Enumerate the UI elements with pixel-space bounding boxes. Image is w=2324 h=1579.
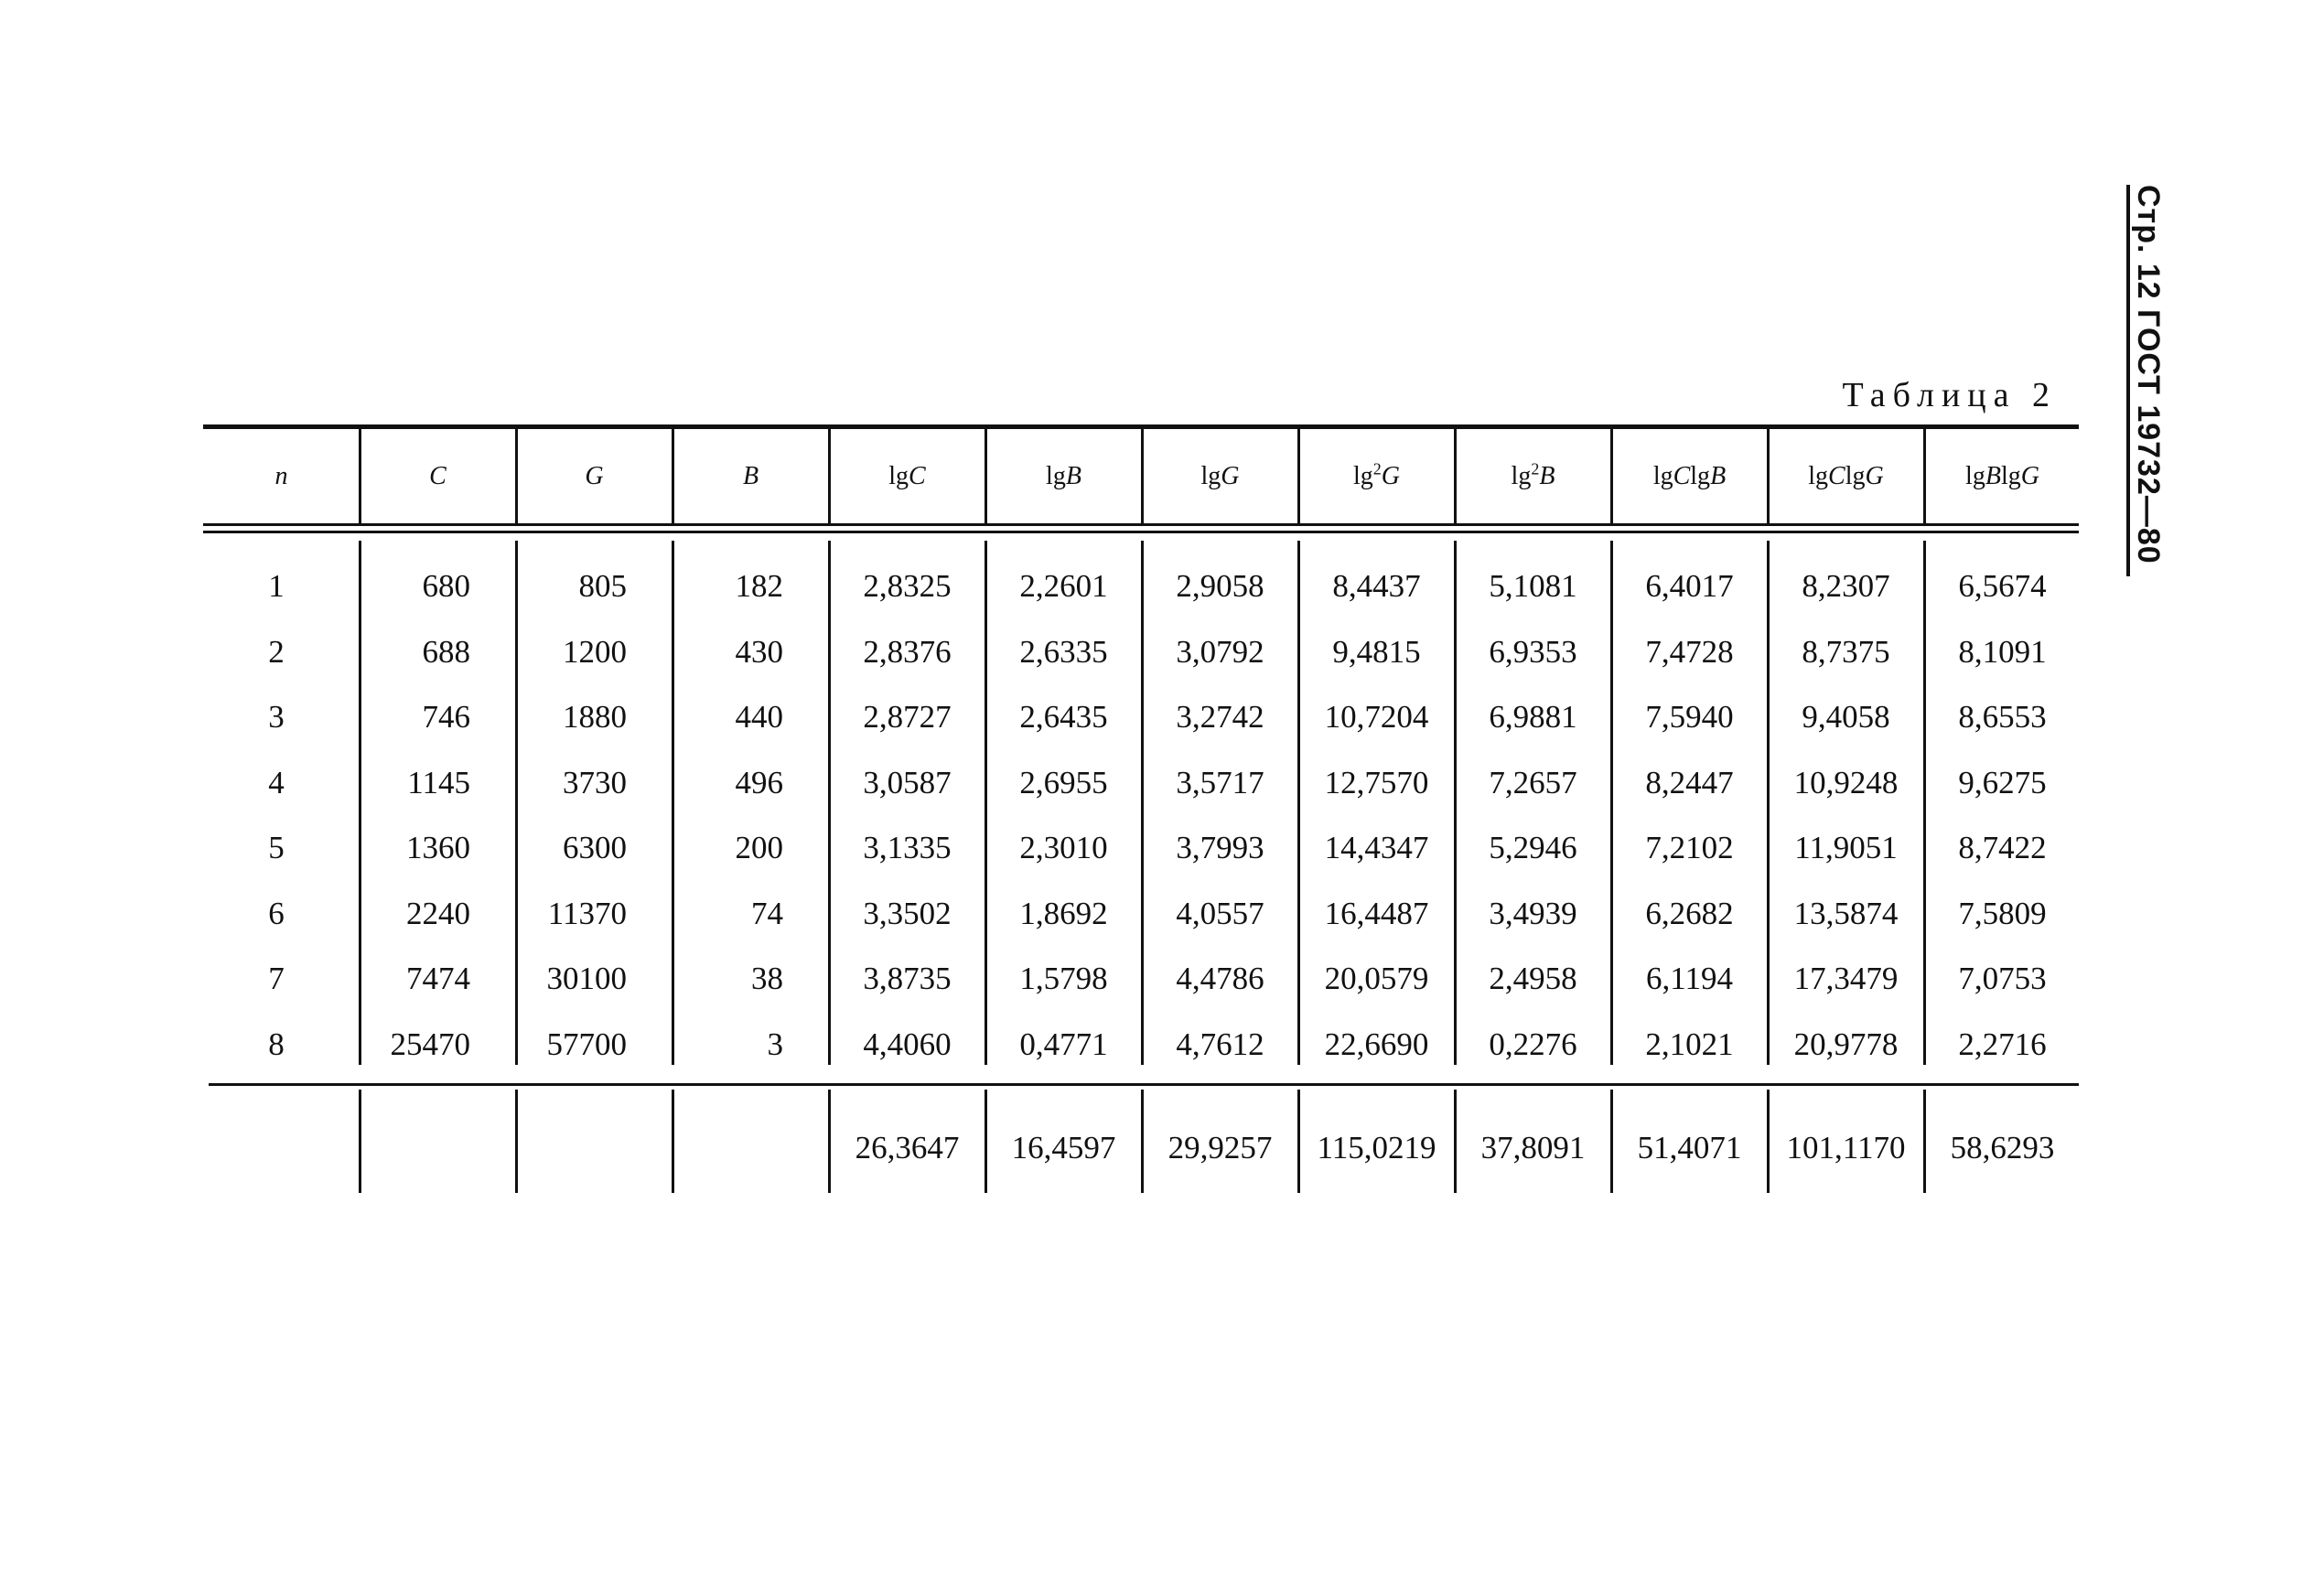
table-cell: 7,5940 [1645, 699, 1734, 735]
page-header [2126, 185, 2190, 587]
column-header-G [516, 429, 672, 524]
column-header-B [672, 429, 829, 524]
table-cell: 805 [578, 568, 627, 604]
table-cell: 2,6955 [1019, 764, 1108, 800]
table-cell: 2,4958 [1489, 961, 1577, 996]
table-cell: 9,4058 [1802, 699, 1890, 735]
row-number: 1 [268, 568, 285, 604]
header-exponent: 2 [1531, 459, 1540, 478]
table-cell: 30100 [546, 961, 627, 996]
table-cell: 0,4771 [1019, 1026, 1108, 1062]
table-cell: 8,2447 [1645, 764, 1734, 800]
table-cell: 200 [735, 830, 783, 865]
table-cell: 4,4060 [863, 1026, 952, 1062]
table-cell: 20,9778 [1793, 1026, 1899, 1062]
column-header-lgBlgG [1924, 429, 2081, 524]
row-number: 5 [268, 830, 285, 865]
table-cell: 8,1091 [1958, 633, 2047, 670]
table-cell: 2,2716 [1958, 1026, 2047, 1062]
page-header-text: Стр. 12 ГОСТ 19732—80 [2131, 185, 2166, 564]
header-fn: lg [1046, 462, 1066, 490]
table-cell: 3,3502 [863, 895, 952, 931]
total-cell [360, 1116, 516, 1180]
header-var: B [1985, 462, 2001, 490]
header-var: B [1710, 462, 1727, 490]
table-cell: 8,7422 [1958, 830, 2047, 865]
table-cell: 16,4487 [1324, 895, 1429, 931]
row-number: 7 [268, 961, 285, 996]
table-cell: 4,7612 [1176, 1026, 1264, 1062]
table-cell: 57700 [546, 1026, 627, 1062]
header-var: G [1865, 462, 1884, 490]
table-cell: 496 [735, 764, 783, 800]
table-cell: 6,9881 [1489, 699, 1577, 735]
header-var: B [742, 462, 759, 490]
table-cell: 3,5717 [1176, 764, 1264, 800]
row-number: 8 [268, 1026, 285, 1062]
table-cell: 14,4347 [1324, 830, 1429, 865]
table-cell: 20,0579 [1324, 961, 1429, 996]
header-fn: lg [1808, 462, 1829, 490]
table-cell: 3,1335 [863, 830, 952, 865]
total-cell: 115,0219 [1317, 1130, 1436, 1165]
total-cell [672, 1116, 829, 1180]
header-var: C [429, 462, 447, 490]
header-var: C [1673, 462, 1691, 490]
table-cell: 5,1081 [1489, 568, 1577, 604]
column-header-lgClgB [1611, 429, 1768, 524]
table-cell: 10,9248 [1793, 764, 1899, 800]
table-cell: 430 [735, 633, 783, 670]
table-cell: 182 [735, 568, 783, 604]
table-cell: 4,4786 [1176, 961, 1264, 996]
table-cell: 3,4939 [1489, 895, 1577, 931]
table-cell: 8,6553 [1958, 699, 2047, 735]
table-cell: 1,5798 [1019, 961, 1108, 996]
table-cell: 3,0587 [863, 764, 952, 800]
table-cell: 1360 [406, 830, 470, 865]
table-cell: 13,5874 [1793, 895, 1899, 931]
table-cell: 688 [422, 633, 470, 670]
total-cell: 29,9257 [1167, 1130, 1273, 1165]
table-cell: 3,8735 [863, 961, 952, 996]
header-var: G [2020, 462, 2039, 490]
column-header-n [203, 429, 360, 524]
row-number: 6 [268, 895, 285, 931]
total-cell: 58,6293 [1950, 1130, 2055, 1165]
table-cell: 2,6335 [1019, 633, 1108, 670]
table-cell: 7,2657 [1489, 764, 1577, 800]
header-fn: lg [1845, 462, 1866, 490]
table-cell: 2,8376 [863, 633, 952, 670]
table-cell: 8,2307 [1802, 568, 1890, 604]
header-fn: lg [1652, 462, 1673, 490]
table-cell: 680 [422, 568, 470, 604]
column-header-lg2B [1455, 429, 1611, 524]
table-cell: 7,4728 [1645, 633, 1734, 670]
header-fn: lg [1352, 462, 1373, 490]
header-exponent: 2 [1372, 459, 1382, 478]
total-cell: 16,4597 [1011, 1130, 1116, 1165]
header-var: G [1381, 462, 1400, 490]
table-cell: 3,0792 [1176, 633, 1264, 670]
table-cell: 7,5809 [1958, 895, 2047, 931]
column-header-lg2G [1298, 429, 1455, 524]
header-fn: lg [1690, 462, 1711, 490]
total-cell [516, 1116, 672, 1180]
header-fn: lg [1511, 462, 1532, 490]
table-cell: 8,4437 [1332, 568, 1421, 604]
table-cell: 1880 [563, 699, 627, 735]
table-cell: 6,2682 [1645, 895, 1734, 931]
total-cell: 101,1170 [1786, 1130, 1906, 1165]
header-var: C [909, 462, 926, 490]
table-cell: 5,2946 [1489, 830, 1577, 865]
table-cell: 1200 [563, 633, 627, 670]
table-title: Таблица 2 [1842, 376, 2057, 414]
total-cell: 26,3647 [855, 1130, 960, 1165]
table-cell: 2,9058 [1176, 568, 1264, 604]
table-cell: 9,6275 [1958, 764, 2047, 800]
table-cell: 2240 [406, 895, 470, 931]
table-cell: 10,7204 [1324, 699, 1429, 735]
table-cell: 3730 [563, 764, 627, 800]
table-cell: 6,4017 [1645, 568, 1734, 604]
table-cell: 17,3479 [1793, 961, 1899, 996]
table-cell: 38 [751, 961, 783, 996]
table-cell: 440 [735, 699, 783, 735]
header-var: G [1221, 462, 1240, 490]
table-cell: 11,9051 [1794, 830, 1898, 865]
total-cell: 51,4071 [1637, 1130, 1742, 1165]
table-cell: 8,7375 [1802, 633, 1890, 670]
table-cell: 746 [422, 699, 470, 735]
total-cell [203, 1116, 360, 1180]
table-cell: 6,5674 [1958, 568, 2047, 604]
table-cell: 4,0557 [1176, 895, 1264, 931]
table-cell: 2,8325 [863, 568, 952, 604]
column-header-lgC [829, 429, 985, 524]
total-cell: 37,8091 [1480, 1130, 1586, 1165]
header-fn: lg [2000, 462, 2021, 490]
table-cell: 7,0753 [1958, 961, 2047, 996]
table-cell: 7474 [406, 961, 470, 996]
table-cell: 3 [767, 1026, 783, 1062]
table-cell: 2,1021 [1645, 1026, 1734, 1062]
table-cell: 6300 [563, 830, 627, 865]
header-fn: lg [1200, 462, 1221, 490]
table-cell: 11370 [547, 895, 627, 931]
totals-rule [209, 1083, 2079, 1086]
table-cell: 25470 [390, 1026, 470, 1062]
row-number: 4 [268, 764, 285, 800]
header-fn: lg [1965, 462, 1985, 490]
table-cell: 74 [751, 895, 783, 931]
header-fn: lg [888, 462, 909, 490]
header-var: n [274, 462, 288, 490]
table-cell: 7,2102 [1645, 830, 1734, 865]
column-header-lgB [985, 429, 1142, 524]
data-table [203, 424, 2079, 1193]
row-number: 2 [268, 633, 285, 670]
table-cell: 0,2276 [1489, 1026, 1577, 1062]
table-cell: 12,7570 [1324, 764, 1429, 800]
table-cell: 6,9353 [1489, 633, 1577, 670]
column-header-lgClgG [1768, 429, 1924, 524]
header-var: G [585, 462, 604, 490]
table-cell: 2,8727 [863, 699, 952, 735]
table-cell: 1145 [407, 764, 470, 800]
table-cell: 3,2742 [1176, 699, 1264, 735]
table-cell: 1,8692 [1019, 895, 1108, 931]
table-cell: 2,6435 [1019, 699, 1108, 735]
table-cell: 6,1194 [1646, 961, 1733, 996]
header-var: B [1539, 462, 1555, 490]
table-cell: 2,3010 [1019, 830, 1108, 865]
header-var: B [1065, 462, 1081, 490]
table-cell: 3,7993 [1176, 830, 1264, 865]
column-header-C [360, 429, 516, 524]
table-cell: 22,6690 [1324, 1026, 1429, 1062]
table-cell: 9,4815 [1332, 633, 1421, 670]
column-header-lgG [1142, 429, 1298, 524]
table-cell: 2,2601 [1019, 568, 1108, 604]
header-var: C [1828, 462, 1845, 490]
row-number: 3 [268, 699, 285, 735]
header-rule-lower [203, 531, 2079, 533]
